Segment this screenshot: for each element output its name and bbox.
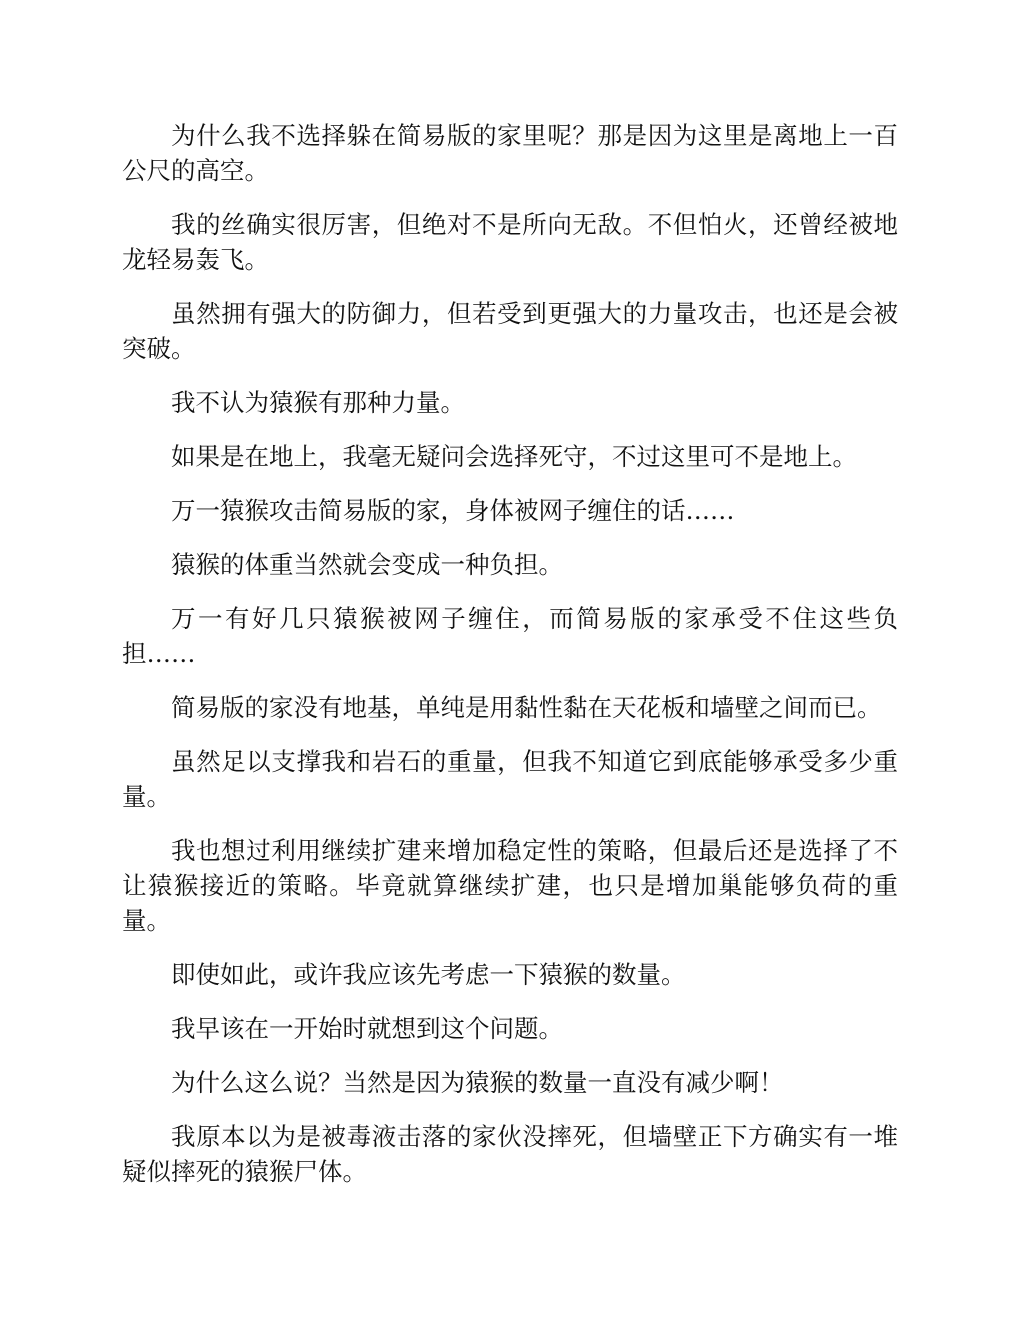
paragraph: 我不认为猿猴有那种力量。 xyxy=(171,388,465,417)
paragraph: 我也想过利用继续扩建来增加稳定性的策略，但最后还是选择了不让猿猴接近的策略。毕竟就算继续扩建，也只是增加巢能够负荷的重量。 xyxy=(122,836,898,935)
paragraph: 万一有好几只猿猴被网子缠住，而简易版的家承受不住这些负担…… xyxy=(122,604,898,668)
paragraph: 虽然足以支撑我和岩石的重量，但我不知道它到底能够承受多少重量。 xyxy=(122,747,898,811)
paragraph: 简易版的家没有地基，单纯是用黏性黏在天花板和墙壁之间而已。 xyxy=(171,693,882,722)
paragraph: 万一猿猴攻击简易版的家，身体被网子缠住的话…… xyxy=(171,496,735,525)
paragraph: 如果是在地上，我毫无疑问会选择死守，不过这里可不是地上。 xyxy=(171,442,857,471)
paragraph: 虽然拥有强大的防御力，但若受到更强大的力量攻击，也还是会被突破。 xyxy=(122,299,898,363)
paragraph: 我原本以为是被毒液击落的家伙没摔死，但墙壁正下方确实有一堆疑似摔死的猿猴尸体。 xyxy=(122,1122,898,1186)
paragraph: 我早该在一开始时就想到这个问题。 xyxy=(171,1014,563,1043)
text-body xyxy=(122,118,898,1208)
paragraph: 即使如此，或许我应该先考虑一下猿猴的数量。 xyxy=(171,960,686,989)
paragraph: 猿猴的体重当然就会变成一种负担。 xyxy=(171,550,563,579)
paragraph: 为什么我不选择躲在简易版的家里呢？那是因为这里是离地上一百公尺的高空。 xyxy=(122,121,898,185)
paragraph: 为什么这么说？当然是因为猿猴的数量一直没有减少啊！ xyxy=(171,1068,784,1097)
paragraph: 我的丝确实很厉害，但绝对不是所向无敌。不但怕火，还曾经被地龙轻易轰飞。 xyxy=(122,210,898,274)
